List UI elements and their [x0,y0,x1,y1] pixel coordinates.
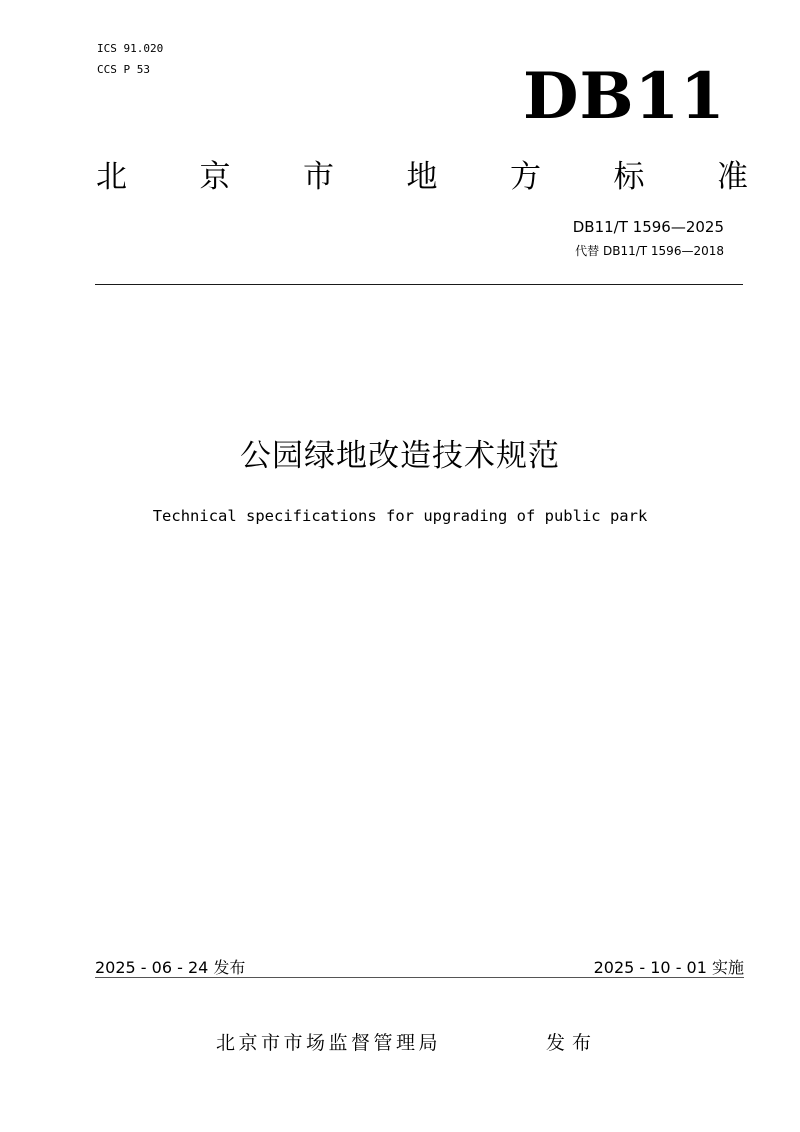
standard-type-heading [96,155,748,199]
standard-type-char: 北 [96,159,127,195]
ics-code: ICS 91.020 [97,42,164,55]
standard-number: DB11/T 1596—2025 [572,218,724,236]
publish-label: 发布 [546,1032,599,1054]
db11-logo: DB11 [523,59,726,134]
replaces-standard: 代替 DB11/T 1596—2018 [575,244,724,258]
standard-type-char: 标 [613,159,645,195]
standard-type-char: 地 [406,159,438,195]
document-title-english: Technical specifications for upgrading of public park [152,507,648,525]
standard-type-char: 市 [303,159,334,195]
footer-divider [95,977,744,978]
standard-type-char: 准 [717,159,748,195]
document-title-chinese: 公园绿地改造技术规范 [240,438,560,474]
issue-date: 2025 - 06 - 24 发布 [95,958,246,977]
ccs-code: CCS P 53 [97,63,150,76]
standard-type-char: 方 [510,159,541,195]
header-divider [95,284,743,285]
publisher-name: 北京市市场监督管理局 [216,1032,442,1054]
standard-type-char: 京 [199,159,231,195]
implementation-date: 2025 - 10 - 01 实施 [593,958,744,977]
